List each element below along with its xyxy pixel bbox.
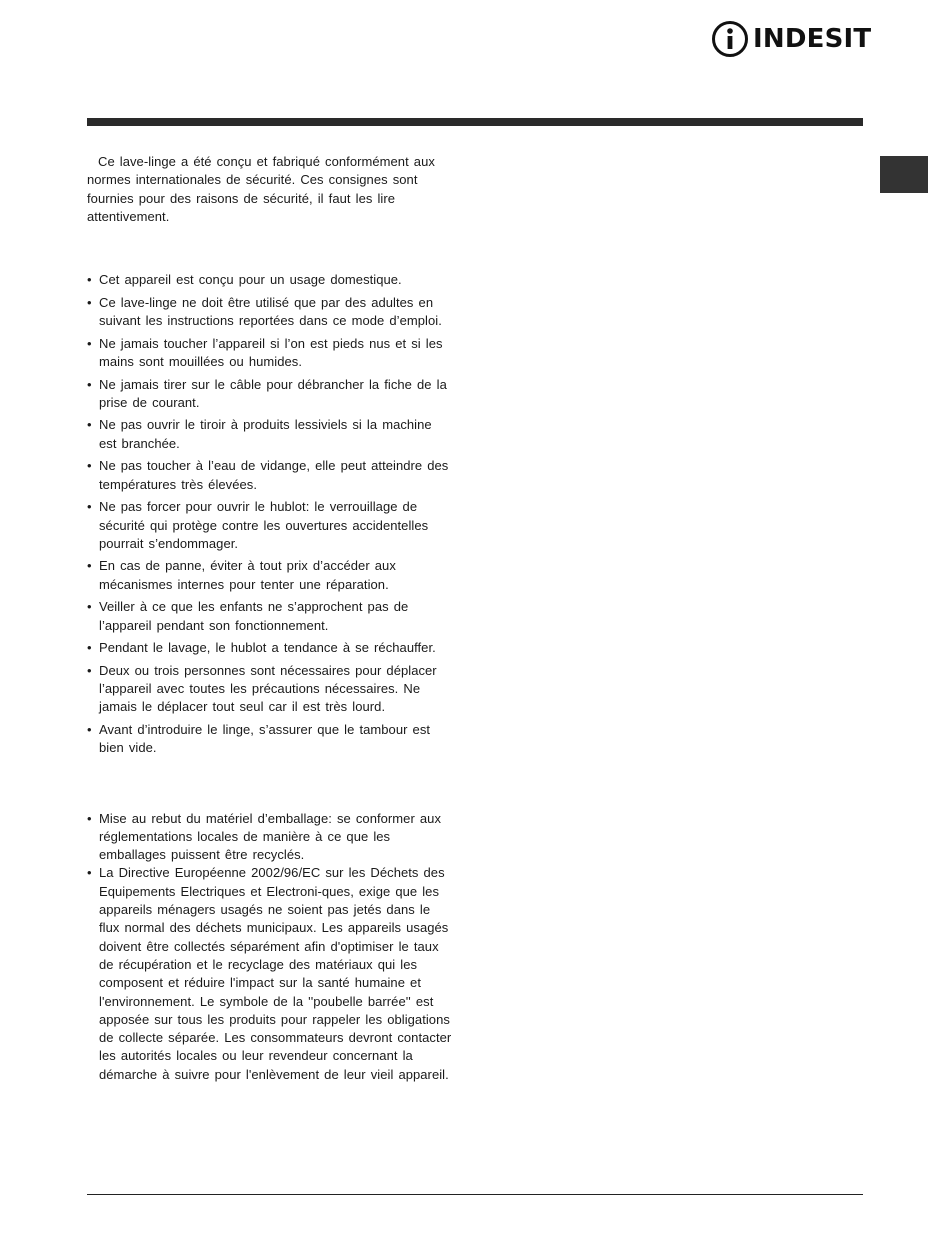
bullet: •	[87, 272, 92, 288]
list-item	[87, 457, 453, 494]
bullet: •	[87, 294, 92, 310]
list-item	[87, 639, 453, 657]
list-item	[87, 598, 453, 635]
bullet: •	[87, 599, 92, 615]
list-item	[87, 498, 453, 553]
bullet: •	[87, 376, 92, 392]
item-text: Mise au rebut du matériel d’emballage: se conformer aux réglementations locales de manière à ce que les emballages puissent être recyclés.	[99, 810, 442, 863]
list-item	[87, 294, 453, 331]
bullet: •	[87, 335, 92, 351]
item-text: Ne pas ouvrir le tiroir à produits lessiviels si la machine est branchée.	[99, 417, 432, 451]
bullet: •	[87, 558, 92, 574]
item-text: Avant d’introduire le linge, s’assurer que le tambour est bien vide.	[99, 721, 431, 756]
list-item	[87, 662, 453, 717]
bullet: •	[87, 499, 92, 515]
bullet: •	[87, 721, 92, 737]
list-item	[87, 810, 453, 865]
footer-rule	[87, 1194, 863, 1195]
list-item	[87, 271, 453, 289]
item-text: Cet appareil est conçu pour un usage domestique.	[99, 272, 402, 288]
list-item	[87, 416, 453, 453]
bullet: •	[87, 810, 92, 826]
bullet: •	[87, 458, 92, 474]
item-text: Pendant le lavage, le hublot a tendance à se réchauffer.	[99, 640, 436, 656]
indesit-i-icon	[711, 20, 749, 58]
item-text: Ne pas forcer pour ouvrir le hublot: le verrouillage de sécurité qui protège contre les ouvertures accidentelles pourrait s’endommager.	[99, 499, 429, 551]
item-text: Ne jamais tirer sur le câble pour débrancher la fiche de la prise de courant.	[99, 376, 447, 410]
disposal-list	[87, 810, 453, 1084]
list-item	[87, 557, 453, 594]
item-text: Ne jamais toucher l’appareil si l’on est pieds nus et si les mains sont mouillées ou humides.	[99, 335, 443, 369]
safety-list	[87, 271, 453, 757]
item-text: Ne pas toucher à l’eau de vidange, elle peut atteindre des températures très élevées.	[99, 458, 449, 492]
list-item	[87, 721, 453, 758]
item-text: Veiller à ce que les enfants ne s’approchent pas de l’appareil pendant son fonctionnement.	[99, 599, 409, 633]
intro-paragraph: Ce lave-linge a été conçu et fabriqué conformément aux normes internationales de sécurité. Ces consignes sont fournies pour des raisons de sécurité, il faut les lire attentivement.	[87, 154, 435, 224]
list-item	[87, 864, 453, 1084]
item-text: En cas de panne, éviter à tout prix d’accéder aux mécanismes internes pour tenter une réparation.	[99, 558, 396, 592]
brand-logo	[711, 20, 871, 58]
item-text: Deux ou trois personnes sont nécessaires pour déplacer l’appareil avec toutes les précautions nécessaires. Ne jamais le déplacer tout seul car il est très lourd.	[99, 662, 437, 715]
language-tab	[880, 156, 928, 193]
brand-name: INDESIT	[753, 24, 872, 54]
bullet: •	[87, 662, 92, 678]
list-item	[87, 376, 453, 413]
main-content	[87, 153, 453, 1084]
item-text: La Directive Européenne 2002/96/EC sur les Déchets des Equipements Electriques et Electroni-ques, exige que les appareils ménagers usagés ne soient pas jetés dans le flux normal des déchets municipaux. Les appareils usagés doivent être collectés séparément afin d'optimiser le taux de récupération et le recyclage des matériaux qui les composent et réduire l'impact sur la santé humaine et l'environnement. Le symbole de la ''poubelle barrée'' est apposée sur tous les produits pour rappeler les obligations de collecte séparée. Les consommateurs devront contacter les autorités locales ou leur revendeur concernant la démarche à suivre pour l'enlèvement de leur vieil appareil.	[99, 865, 452, 1082]
bullet: •	[87, 417, 92, 433]
header-rule	[87, 118, 863, 126]
bullet: •	[87, 865, 92, 881]
list-item	[87, 335, 453, 372]
item-text: Ce lave-linge ne doit être utilisé que par des adultes en suivant les instructions reportées dans ce mode d’emploi.	[99, 294, 442, 329]
bullet: •	[87, 640, 92, 656]
